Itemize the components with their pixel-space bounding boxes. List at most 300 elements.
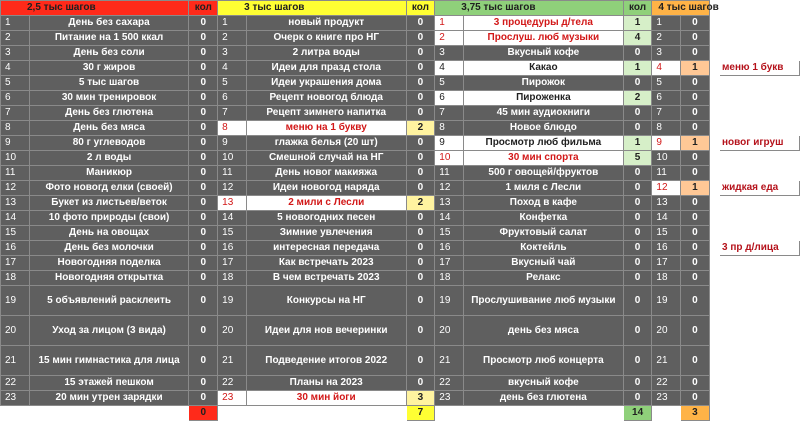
cell-a[interactable]: 20 — [1, 316, 30, 346]
cell-bk[interactable]: 0 — [406, 166, 435, 181]
total-g3[interactable]: 14 — [623, 406, 652, 421]
cell-an[interactable]: 5 тыс шагов — [29, 76, 189, 91]
cell-ck[interactable]: 0 — [623, 196, 652, 211]
side-note[interactable]: 3 пр д/лица — [720, 241, 800, 256]
cell-cn[interactable]: вкусный кофе — [463, 376, 623, 391]
cell-a[interactable]: 13 — [1, 196, 30, 211]
cell-bk[interactable]: 0 — [406, 76, 435, 91]
cell-dk[interactable]: 0 — [681, 76, 710, 91]
cell-bn[interactable]: 2 мили с Лесли — [246, 196, 406, 211]
cell-bn[interactable]: Рецепт зимнего напитка — [246, 106, 406, 121]
cell-an[interactable]: 80 г углеводов — [29, 136, 189, 151]
cell-dk[interactable]: 0 — [681, 46, 710, 61]
side-note[interactable] — [720, 166, 800, 181]
cell-d[interactable]: 21 — [652, 346, 681, 376]
cell-an[interactable]: 30 мин тренировок — [29, 91, 189, 106]
cell-c[interactable]: 13 — [435, 196, 464, 211]
cell-b[interactable]: 22 — [218, 376, 247, 391]
cell-bk[interactable]: 0 — [406, 271, 435, 286]
cell-dk[interactable]: 1 — [681, 136, 710, 151]
cell-a[interactable]: 14 — [1, 211, 30, 226]
side-note[interactable] — [720, 46, 800, 61]
cell-ck[interactable]: 4 — [623, 31, 652, 46]
cell-bn[interactable]: глажка белья (20 шт) — [246, 136, 406, 151]
cell-b[interactable]: 9 — [218, 136, 247, 151]
side-note[interactable] — [720, 376, 800, 391]
cell-bn[interactable]: меню на 1 букву — [246, 121, 406, 136]
side-note[interactable]: меню 1 букв — [720, 61, 800, 76]
cell-d[interactable]: 18 — [652, 271, 681, 286]
cell-bn[interactable]: Рецепт новогод блюда — [246, 91, 406, 106]
cell-an[interactable]: 20 мин утрен зарядки — [29, 391, 189, 406]
cell-d[interactable]: 6 — [652, 91, 681, 106]
cell-d[interactable]: 15 — [652, 226, 681, 241]
total-g2[interactable]: 7 — [406, 406, 435, 421]
cell-bn[interactable]: 30 мин йоги — [246, 391, 406, 406]
cell-an[interactable]: Фото новогд елки (своей) — [29, 181, 189, 196]
spacer-cell — [709, 346, 719, 376]
cell-bn[interactable]: Очерк о книге про НГ — [246, 31, 406, 46]
group-header-3000[interactable]: 3 тыс шагов — [218, 1, 406, 16]
cell-c[interactable]: 3 — [435, 46, 464, 61]
cell-a[interactable]: 11 — [1, 166, 30, 181]
cell-d[interactable]: 5 — [652, 76, 681, 91]
side-note[interactable]: новог игруш — [720, 136, 800, 151]
cell-c[interactable]: 12 — [435, 181, 464, 196]
cell-cn[interactable]: 45 мин аудиокниги — [463, 106, 623, 121]
cell-ak[interactable]: 0 — [189, 316, 218, 346]
cell-ck[interactable]: 0 — [623, 286, 652, 316]
cell-dk[interactable]: 0 — [681, 316, 710, 346]
cell-bn[interactable]: Планы на 2023 — [246, 376, 406, 391]
cell-cn[interactable]: Фруктовый салат — [463, 226, 623, 241]
cell-ck[interactable]: 2 — [623, 91, 652, 106]
cell-ak[interactable]: 0 — [189, 31, 218, 46]
side-note[interactable] — [720, 271, 800, 286]
cell-ak[interactable]: 0 — [189, 106, 218, 121]
side-note[interactable] — [720, 121, 800, 136]
cell-bk[interactable]: 0 — [406, 106, 435, 121]
cell-cn[interactable]: 3 процедуры д/тела — [463, 16, 623, 31]
cell-cn[interactable]: Пирожок — [463, 76, 623, 91]
cell-ck[interactable]: 0 — [623, 316, 652, 346]
side-note[interactable] — [720, 106, 800, 121]
cell-d[interactable]: 10 — [652, 151, 681, 166]
cell-c[interactable]: 2 — [435, 31, 464, 46]
cell-c[interactable]: 19 — [435, 286, 464, 316]
cell-a[interactable]: 2 — [1, 31, 30, 46]
cell-bk[interactable]: 0 — [406, 241, 435, 256]
cell-cn[interactable]: Новое блюдо — [463, 121, 623, 136]
cell-cn[interactable]: Просмотр люб фильма — [463, 136, 623, 151]
cell-bn[interactable]: 2 литра воды — [246, 46, 406, 61]
cell-b[interactable]: 19 — [218, 286, 247, 316]
cell-cn[interactable]: Вкусный чай — [463, 256, 623, 271]
cell-dk[interactable]: 0 — [681, 196, 710, 211]
cell-ak[interactable]: 0 — [189, 121, 218, 136]
cell-b[interactable]: 2 — [218, 31, 247, 46]
cell-d[interactable]: 13 — [652, 196, 681, 211]
cell-ck[interactable]: 1 — [623, 61, 652, 76]
group-header-3750[interactable]: 3,75 тыс шагов — [435, 1, 623, 16]
cell-ck[interactable]: 0 — [623, 226, 652, 241]
cell-a[interactable]: 10 — [1, 151, 30, 166]
empty-cell — [218, 406, 406, 421]
cell-bk[interactable]: 0 — [406, 286, 435, 316]
cell-an[interactable]: 15 этажей пешком — [29, 376, 189, 391]
cell-bk[interactable]: 0 — [406, 91, 435, 106]
cell-dk[interactable]: 0 — [681, 91, 710, 106]
cell-dk[interactable]: 0 — [681, 241, 710, 256]
side-note[interactable] — [720, 391, 800, 406]
cell-d[interactable]: 9 — [652, 136, 681, 151]
cell-ak[interactable]: 0 — [189, 376, 218, 391]
cell-b[interactable]: 16 — [218, 241, 247, 256]
cell-bk[interactable]: 0 — [406, 136, 435, 151]
cell-cn[interactable]: Поход в кафе — [463, 196, 623, 211]
cell-bn[interactable]: Идеи украшения дома — [246, 76, 406, 91]
cell-b[interactable]: 5 — [218, 76, 247, 91]
cell-ck[interactable]: 1 — [623, 16, 652, 31]
cell-ak[interactable]: 0 — [189, 226, 218, 241]
cell-cn[interactable]: Конфетка — [463, 211, 623, 226]
side-note[interactable] — [720, 91, 800, 106]
cell-c[interactable]: 7 — [435, 106, 464, 121]
cell-a[interactable]: 21 — [1, 346, 30, 376]
cell-b[interactable]: 1 — [218, 16, 247, 31]
cell-bk[interactable]: 0 — [406, 16, 435, 31]
cell-cn[interactable]: Прослушивание люб музыки — [463, 286, 623, 316]
cell-ck[interactable]: 0 — [623, 271, 652, 286]
cell-b[interactable]: 3 — [218, 46, 247, 61]
side-note[interactable] — [720, 226, 800, 241]
cell-dk[interactable]: 0 — [681, 256, 710, 271]
cell-c[interactable]: 23 — [435, 391, 464, 406]
cell-an[interactable]: Новогодняя поделка — [29, 256, 189, 271]
cell-an[interactable]: День без молочки — [29, 241, 189, 256]
cell-bk[interactable]: 0 — [406, 316, 435, 346]
spacer-cell — [709, 61, 719, 76]
cell-bn[interactable]: Идеи для нов вечеринки — [246, 316, 406, 346]
cell-c[interactable]: 8 — [435, 121, 464, 136]
cell-d[interactable]: 14 — [652, 211, 681, 226]
cell-bk[interactable]: 0 — [406, 346, 435, 376]
cell-ak[interactable]: 0 — [189, 271, 218, 286]
cell-bn[interactable]: Идеи новогод наряда — [246, 181, 406, 196]
table-row — [1, 316, 800, 346]
cell-b[interactable]: 17 — [218, 256, 247, 271]
cell-d[interactable]: 1 — [652, 16, 681, 31]
cell-ck[interactable]: 0 — [623, 106, 652, 121]
cell-an[interactable]: Уход за лицом (3 вида) — [29, 316, 189, 346]
side-note[interactable] — [720, 256, 800, 271]
cell-ak[interactable]: 0 — [189, 241, 218, 256]
cell-ck[interactable]: 0 — [623, 46, 652, 61]
count-header-3[interactable]: кол — [623, 1, 652, 16]
cell-an[interactable]: Питание на 1 500 ккал — [29, 31, 189, 46]
cell-c[interactable]: 1 — [435, 16, 464, 31]
cell-bk[interactable]: 0 — [406, 181, 435, 196]
cell-b[interactable]: 12 — [218, 181, 247, 196]
cell-ak[interactable]: 0 — [189, 256, 218, 271]
side-note[interactable] — [720, 16, 800, 31]
cell-d[interactable]: 17 — [652, 256, 681, 271]
cell-ck[interactable]: 0 — [623, 256, 652, 271]
cell-b[interactable]: 7 — [218, 106, 247, 121]
cell-cn[interactable]: Релакс — [463, 271, 623, 286]
cell-b[interactable]: 8 — [218, 121, 247, 136]
spacer-cell — [709, 376, 719, 391]
cell-c[interactable]: 10 — [435, 151, 464, 166]
count-header-2[interactable]: кол — [406, 1, 435, 16]
cell-a[interactable]: 8 — [1, 121, 30, 136]
cell-dk[interactable]: 0 — [681, 226, 710, 241]
cell-c[interactable]: 22 — [435, 376, 464, 391]
cell-ak[interactable]: 0 — [189, 91, 218, 106]
cell-a[interactable]: 18 — [1, 271, 30, 286]
cell-cn[interactable]: день без мяса — [463, 316, 623, 346]
cell-ak[interactable]: 0 — [189, 46, 218, 61]
cell-bk[interactable]: 0 — [406, 31, 435, 46]
cell-cn[interactable]: Какао — [463, 61, 623, 76]
cell-ck[interactable]: 0 — [623, 346, 652, 376]
cell-dk[interactable]: 1 — [681, 181, 710, 196]
cell-ak[interactable]: 0 — [189, 286, 218, 316]
total-g1[interactable]: 0 — [189, 406, 218, 421]
side-note[interactable] — [720, 76, 800, 91]
table-row — [1, 256, 800, 271]
cell-ck[interactable]: 0 — [623, 181, 652, 196]
cell-an[interactable]: Маникюр — [29, 166, 189, 181]
table-row — [1, 166, 800, 181]
cell-an[interactable]: День без глютена — [29, 106, 189, 121]
cell-c[interactable]: 4 — [435, 61, 464, 76]
cell-d[interactable]: 23 — [652, 391, 681, 406]
side-note[interactable] — [720, 196, 800, 211]
cell-a[interactable]: 3 — [1, 46, 30, 61]
cell-ck[interactable]: 0 — [623, 241, 652, 256]
group-header-2500[interactable]: 2,5 тыс шагов — [1, 1, 189, 16]
side-note[interactable] — [720, 346, 800, 376]
cell-ck[interactable]: 5 — [623, 151, 652, 166]
cell-a[interactable]: 15 — [1, 226, 30, 241]
cell-cn[interactable]: 500 г овощей/фруктов — [463, 166, 623, 181]
cell-cn[interactable]: Просмотр люб концерта — [463, 346, 623, 376]
cell-bk[interactable]: 0 — [406, 211, 435, 226]
cell-bn[interactable]: Идеи для празд стола — [246, 61, 406, 76]
cell-dk[interactable]: 0 — [681, 391, 710, 406]
cell-a[interactable]: 6 — [1, 91, 30, 106]
cell-ak[interactable]: 0 — [189, 211, 218, 226]
cell-ak[interactable]: 0 — [189, 181, 218, 196]
side-note[interactable]: жидкая еда — [720, 181, 800, 196]
cell-bk[interactable]: 0 — [406, 61, 435, 76]
cell-ck[interactable]: 0 — [623, 76, 652, 91]
cell-b[interactable]: 18 — [218, 271, 247, 286]
cell-a[interactable]: 12 — [1, 181, 30, 196]
side-note[interactable] — [720, 286, 800, 316]
cell-b[interactable]: 20 — [218, 316, 247, 346]
cell-bk[interactable]: 0 — [406, 226, 435, 241]
cell-cn[interactable]: день без глютена — [463, 391, 623, 406]
cell-ak[interactable]: 0 — [189, 196, 218, 211]
cell-a[interactable]: 17 — [1, 256, 30, 271]
count-header-1[interactable]: кол — [189, 1, 218, 16]
cell-c[interactable]: 11 — [435, 166, 464, 181]
cell-d[interactable]: 12 — [652, 181, 681, 196]
cell-dk[interactable]: 0 — [681, 211, 710, 226]
cell-ak[interactable]: 0 — [189, 136, 218, 151]
cell-c[interactable]: 21 — [435, 346, 464, 376]
cell-b[interactable]: 13 — [218, 196, 247, 211]
cell-ak[interactable]: 0 — [189, 16, 218, 31]
cell-c[interactable]: 9 — [435, 136, 464, 151]
cell-an[interactable]: 30 г жиров — [29, 61, 189, 76]
cell-a[interactable]: 19 — [1, 286, 30, 316]
cell-ck[interactable]: 0 — [623, 376, 652, 391]
cell-bk[interactable]: 2 — [406, 121, 435, 136]
cell-d[interactable]: 16 — [652, 241, 681, 256]
cell-cn[interactable]: Вкусный кофе — [463, 46, 623, 61]
cell-dk[interactable]: 0 — [681, 151, 710, 166]
cell-bn[interactable]: Зимние увлечения — [246, 226, 406, 241]
total-g4[interactable]: 3 — [681, 406, 710, 421]
cell-an[interactable]: 2 л воды — [29, 151, 189, 166]
cell-a[interactable]: 16 — [1, 241, 30, 256]
cell-ck[interactable]: 1 — [623, 136, 652, 151]
cell-an[interactable]: Новогодняя открытка — [29, 271, 189, 286]
cell-ck[interactable]: 0 — [623, 391, 652, 406]
cell-a[interactable]: 5 — [1, 76, 30, 91]
side-note[interactable] — [720, 151, 800, 166]
cell-dk[interactable]: 1 — [681, 61, 710, 76]
cell-cn[interactable]: Пироженка — [463, 91, 623, 106]
cell-bn[interactable]: Как встречать 2023 — [246, 256, 406, 271]
cell-dk[interactable]: 0 — [681, 346, 710, 376]
cell-b[interactable]: 4 — [218, 61, 247, 76]
cell-a[interactable]: 4 — [1, 61, 30, 76]
cell-ak[interactable]: 0 — [189, 151, 218, 166]
cell-ak[interactable]: 0 — [189, 166, 218, 181]
cell-ck[interactable]: 0 — [623, 121, 652, 136]
cell-dk[interactable]: 0 — [681, 286, 710, 316]
cell-dk[interactable]: 0 — [681, 271, 710, 286]
cell-bk[interactable]: 0 — [406, 256, 435, 271]
cell-d[interactable]: 3 — [652, 46, 681, 61]
table-row — [1, 211, 800, 226]
side-note[interactable] — [720, 316, 800, 346]
cell-d[interactable]: 7 — [652, 106, 681, 121]
cell-bk[interactable]: 2 — [406, 196, 435, 211]
cell-d[interactable]: 8 — [652, 121, 681, 136]
cell-ak[interactable]: 0 — [189, 76, 218, 91]
cell-an[interactable]: 10 фото природы (свои) — [29, 211, 189, 226]
cell-b[interactable]: 10 — [218, 151, 247, 166]
cell-dk[interactable]: 0 — [681, 106, 710, 121]
cell-c[interactable]: 18 — [435, 271, 464, 286]
table-row — [1, 46, 800, 61]
cell-an[interactable]: 15 мин гимнастика для лица — [29, 346, 189, 376]
cell-b[interactable]: 15 — [218, 226, 247, 241]
cell-a[interactable]: 7 — [1, 106, 30, 121]
cell-b[interactable]: 21 — [218, 346, 247, 376]
cell-dk[interactable]: 0 — [681, 166, 710, 181]
cell-bk[interactable]: 0 — [406, 376, 435, 391]
cell-c[interactable]: 6 — [435, 91, 464, 106]
cell-c[interactable]: 14 — [435, 211, 464, 226]
cell-an[interactable]: День на овощах — [29, 226, 189, 241]
cell-c[interactable]: 20 — [435, 316, 464, 346]
cell-bn[interactable]: Конкурсы на НГ — [246, 286, 406, 316]
cell-cn[interactable]: 1 миля с Лесли — [463, 181, 623, 196]
cell-d[interactable]: 11 — [652, 166, 681, 181]
cell-d[interactable]: 4 — [652, 61, 681, 76]
cell-a[interactable]: 1 — [1, 16, 30, 31]
cell-bk[interactable]: 0 — [406, 151, 435, 166]
side-note[interactable] — [720, 211, 800, 226]
cell-bn[interactable]: Смешной случай на НГ — [246, 151, 406, 166]
cell-a[interactable]: 9 — [1, 136, 30, 151]
cell-b[interactable]: 6 — [218, 91, 247, 106]
cell-b[interactable]: 11 — [218, 166, 247, 181]
cell-c[interactable]: 16 — [435, 241, 464, 256]
cell-ck[interactable]: 0 — [623, 166, 652, 181]
cell-b[interactable]: 23 — [218, 391, 247, 406]
cell-bk[interactable]: 3 — [406, 391, 435, 406]
cell-bn[interactable]: Подведение итогов 2022 — [246, 346, 406, 376]
cell-ak[interactable]: 0 — [189, 391, 218, 406]
cell-b[interactable]: 14 — [218, 211, 247, 226]
cell-dk[interactable]: 0 — [681, 31, 710, 46]
empty-cell[interactable] — [709, 1, 799, 16]
cell-an[interactable]: День без соли — [29, 46, 189, 61]
cell-c[interactable]: 17 — [435, 256, 464, 271]
cell-an[interactable]: День без сахара — [29, 16, 189, 31]
cell-bn[interactable]: интересная передача — [246, 241, 406, 256]
empty-cell — [709, 406, 799, 421]
cell-bn[interactable]: День новог макияжа — [246, 166, 406, 181]
cell-ak[interactable]: 0 — [189, 346, 218, 376]
cell-bn[interactable]: 5 новогодних песен — [246, 211, 406, 226]
cell-d[interactable]: 19 — [652, 286, 681, 316]
table-row — [1, 226, 800, 241]
cell-d[interactable]: 20 — [652, 316, 681, 346]
cell-d[interactable]: 22 — [652, 376, 681, 391]
cell-ck[interactable]: 0 — [623, 211, 652, 226]
cell-d[interactable]: 2 — [652, 31, 681, 46]
cell-c[interactable]: 15 — [435, 226, 464, 241]
cell-an[interactable]: Букет из листьев/веток — [29, 196, 189, 211]
cell-bn[interactable]: В чем встречать 2023 — [246, 271, 406, 286]
cell-dk[interactable]: 0 — [681, 121, 710, 136]
cell-an[interactable]: День без мяса — [29, 121, 189, 136]
cell-cn[interactable]: Коктейль — [463, 241, 623, 256]
cell-bn[interactable]: новый продукт — [246, 16, 406, 31]
cell-c[interactable]: 5 — [435, 76, 464, 91]
table-row — [1, 271, 800, 286]
cell-ak[interactable]: 0 — [189, 61, 218, 76]
cell-cn[interactable]: 30 мин спорта — [463, 151, 623, 166]
cell-an[interactable]: 5 объявлений расклеить — [29, 286, 189, 316]
cell-dk[interactable]: 0 — [681, 16, 710, 31]
cell-a[interactable]: 23 — [1, 391, 30, 406]
group-header-4000[interactable]: 4 тыс шагов — [652, 1, 709, 16]
cell-dk[interactable]: 0 — [681, 376, 710, 391]
cell-bk[interactable]: 0 — [406, 46, 435, 61]
cell-a[interactable]: 22 — [1, 376, 30, 391]
side-note[interactable] — [720, 31, 800, 46]
cell-cn[interactable]: Прослуш. люб музыки — [463, 31, 623, 46]
